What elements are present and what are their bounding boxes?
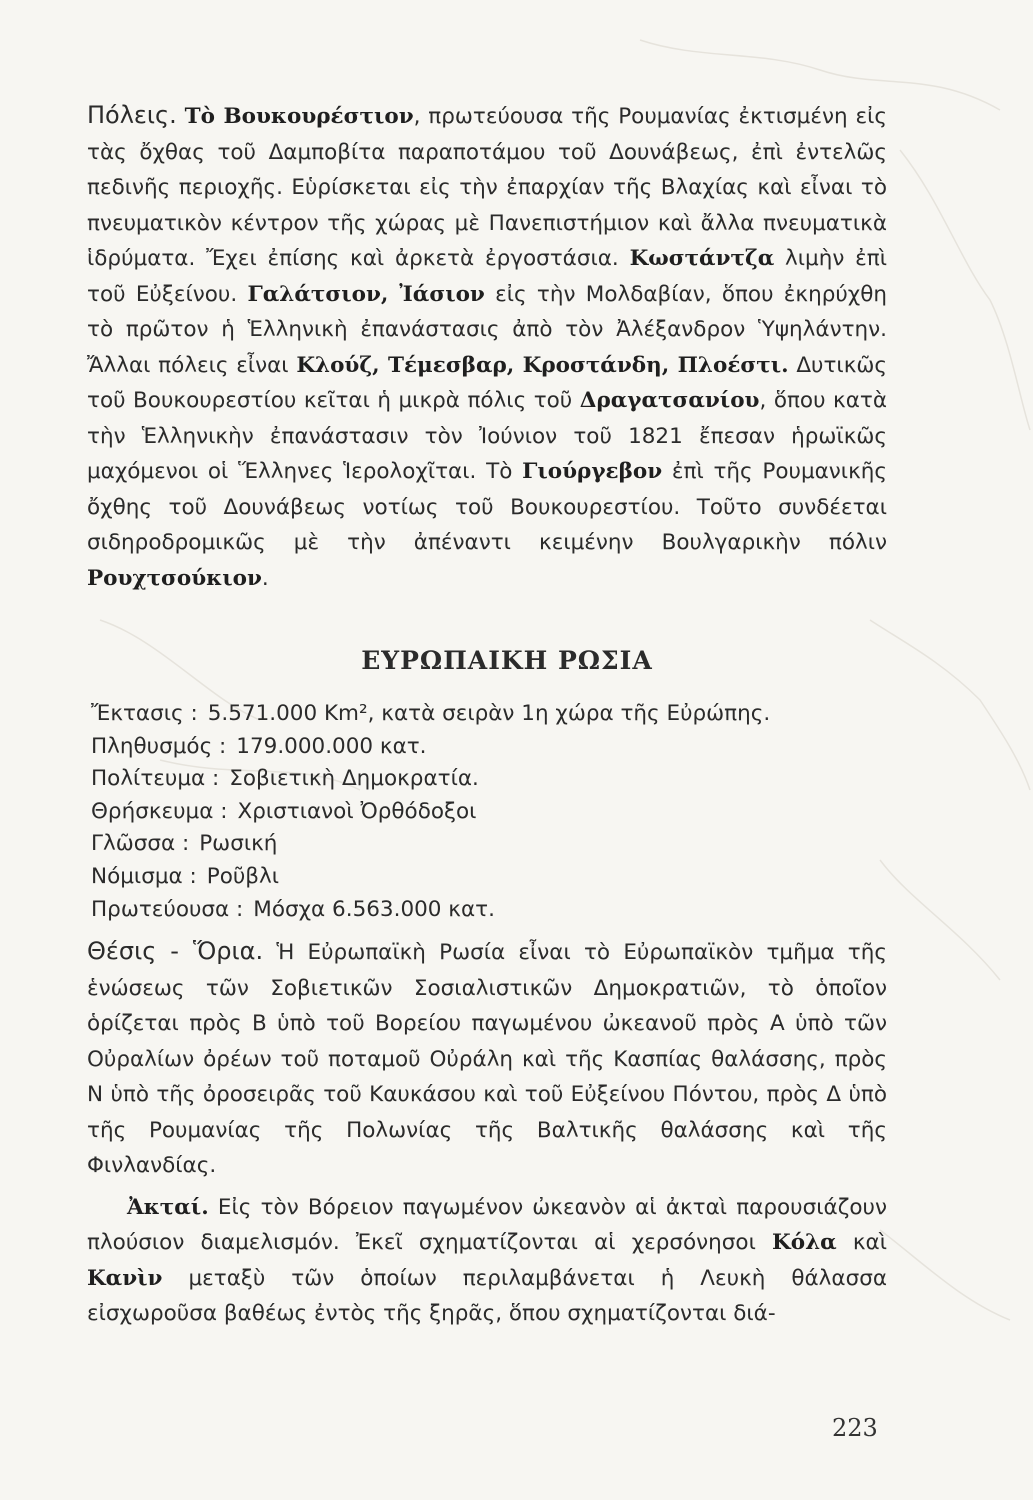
fact-value: 5.571.000 Km², κατὰ σειρὰν 1η χώρα τῆς Εὐρώπης. [207,701,771,726]
fact-religion [91,796,887,829]
text-run: εἰς τὴν Μολδαβίαν, ὅπου ἐκηρύχθη τὸ πρῶτον ἡ Ἑλληνικὴ ἐπανάστασις ἀπὸ τὸν Ἀλέξανδρον Ὑψηλάντην. Ἄλλαι πόλεις εἶναι [87,281,887,378]
paragraph-coasts [87,1190,887,1332]
fact-language [91,828,887,861]
text-run: μεταξὺ τῶν ὁποίων περιλαμβάνεται ἡ Λευκὴ θάλασσα εἰσχωροῦσα βαθέως ἐντὸς τῆς ξηρᾶς, ὅπου σχηματίζονται διά- [87,1265,887,1327]
text-run: , ὅπου κατὰ τὴν Ἑλληνικὴν ἐπανάστασιν τὸν Ἰούνιον τοῦ 1821 ἔπεσαν ἡρωϊκῶς μαχόμενοι οἱ Ἕλληνες Ἱερολοχῖται. Τὸ [87,388,888,484]
city-constanta: Κωστάντζα [629,246,775,271]
fact-capital [91,894,887,927]
facts-list [91,698,887,926]
fact-label: Νόμισμα : [91,863,197,889]
text-run: λιμὴν ἐπὶ τοῦ Εὐξείνου. [87,246,887,307]
fact-value: 179.000.000 κατ. [236,733,427,759]
text-run: ἐπὶ τῆς Ρουμανικῆς ὄχθης τοῦ Δουνάβεως νοτίως τοῦ Βουκουρεστίου. Τοῦτο συνδέεται σιδηροδρομικῶς μὲ τὴν ἀπέναντι κειμένην Βουλγαρικὴν πόλιν [87,459,887,555]
text-run: καὶ [836,1230,887,1256]
peninsula-kola: Κόλα [772,1230,837,1256]
fact-value: Χριστιανοὶ Ὀρθόδοξοι [237,798,477,824]
section-lead-coasts: Ἀκταί. [127,1194,209,1220]
fact-currency [91,861,887,894]
peninsula-kanin: Κανὶν [87,1265,163,1291]
text-run: Δυτικῶς τοῦ Βουκουρεστίου κεῖται ἡ μικρὰ πόλις τοῦ [87,352,888,413]
fact-label: Ἔκτασις : [91,701,198,726]
text-run: Εἰς τὸν Βόρειον παγωμένον ὠκεανὸν αἱ ἀκταὶ παρουσιάζουν πλούσιον διαμελισμόν. Ἐκεῖ σχηματίζονται αἱ χερσόνησοι [87,1194,887,1256]
section-lead-cities: Πόλεις. [87,101,177,129]
page-number: 223 [832,1414,878,1442]
fact-value: Ροῦβλι [206,863,280,889]
paragraph-cities [87,98,887,596]
fact-population [91,731,887,764]
text-run: Ἡ Εὐρωπαϊκὴ Ρωσία εἶναι τὸ Εὐρωπαϊκὸν τμῆμα τῆς ἑνώσεως τῶν Σοβιετικῶν Σοσιαλιστικῶν Δημοκρατιῶν, τὸ ὁποῖον ὁρίζεται πρὸς Β ὑπὸ τοῦ Βορείου παγωμένου ὠκεανοῦ πρὸς Α ὑπὸ τῶν Οὐραλίων ὀρέων τοῦ ποταμοῦ Οὐράλη καὶ τῆς Κασπίας θαλάσσης, πρὸς Ν ὑπὸ τῆς ὀροσειρᾶς τοῦ Καυκάσου καὶ τοῦ Εὐξείνου Πόντου, πρὸς Δ ὑπὸ τῆς Ρουμανίας τῆς Πολωνίας τῆς Βαλτικῆς θαλάσσης καὶ τῆς Φινλανδίας. [87,940,887,1179]
fact-label: Πληθυσμός : [91,733,227,759]
section-lead-position: Θέσις - Ὅρια. [87,937,264,966]
text-run: . [261,565,269,591]
city-galati-iasi: Γαλάτσιον, Ἰάσιον [247,281,485,307]
fact-value: Σοβιετικὴ Δημοκρατία. [229,766,479,792]
other-cities: Κλούζ, Τέμεσβαρ, Κροστάνδη, Πλοέστι. [296,352,789,378]
city-ruse: Ρουχτσούκιον [87,565,262,591]
fact-label: Θρήσκευμα : [91,798,228,824]
fact-government [91,763,887,796]
city-bucharest: Τὸ Βουκουρέστιον [184,104,414,129]
section-heading: ΕΥΡΩΠΑΙΚΗ ΡΩΣΙΑ [361,646,653,675]
fact-value: Ρωσική [199,831,278,857]
city-giurgiu: Γιούργεβον [522,459,663,484]
paragraph-position-borders [87,934,887,1184]
fact-area [91,698,887,731]
fact-value: Μόσχα 6.563.000 κατ. [253,896,495,922]
fact-label: Πολίτευμα : [91,766,220,792]
fact-label: Γλῶσσα : [91,831,190,857]
page-text [87,98,887,1332]
fact-label: Πρωτεύουσα : [91,896,244,922]
text-run: , πρωτεύουσα τῆς Ρουμανίας ἐκτισμένη εἰς τὰς ὄχθας τοῦ Δαμποβίτα παραποτάμου τοῦ Δουνάβεως, ἐπὶ ἐντελῶς πεδινῆς περιοχῆς. Εὑρίσκεται εἰς τὴν ἐπαρχίαν τῆς Βλαχίας καὶ εἶναι τὸ πνευματικὸν κέντρον τῆς χώρας μὲ Πανεπιστήμιον καὶ ἄλλα πνευματικὰ ἱδρύματα. Ἔχει ἐπίσης καὶ ἀρκετὰ ἐργοστάσια. [87,104,887,271]
city-dragasani: Δραγατσανίου [579,388,760,413]
